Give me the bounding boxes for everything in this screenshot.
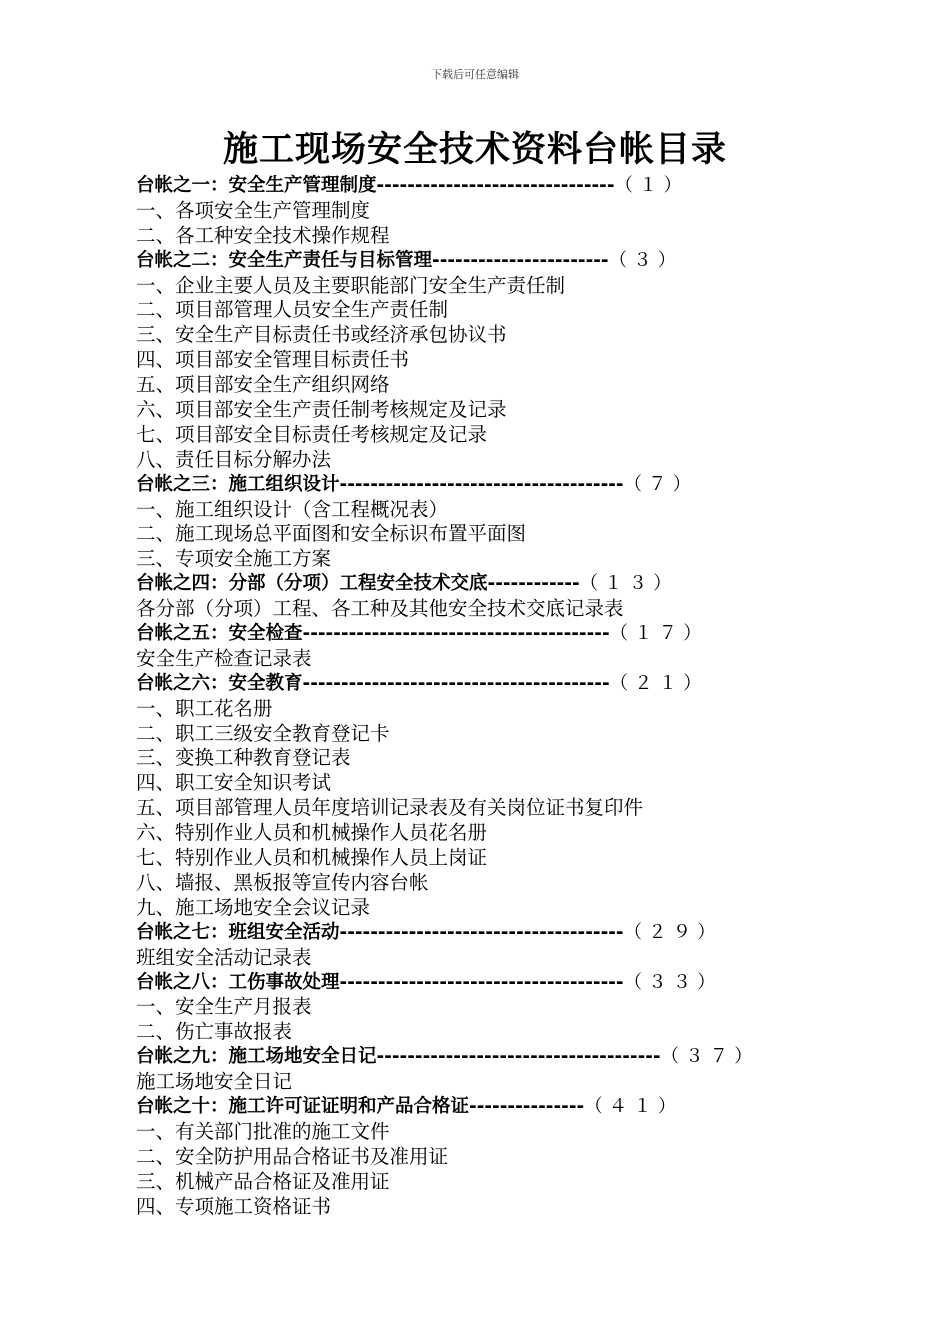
leader-dashes: ------------ xyxy=(487,573,580,595)
table-of-contents xyxy=(136,174,896,1219)
toc-item: 四、项目部安全管理目标责任书 xyxy=(136,348,410,372)
toc-item: 安全生产检查记录表 xyxy=(136,646,312,670)
toc-item: 施工场地安全日记 xyxy=(136,1070,293,1094)
toc-section-heading xyxy=(136,921,896,946)
toc-item: 四、专项施工资格证书 xyxy=(136,1194,332,1218)
toc-item: 各分部（分项）工程、各工种及其他安全技术交底记录表 xyxy=(136,597,624,621)
toc-item: 二、伤亡事故报表 xyxy=(136,1020,293,1044)
section-title: 台帐之十：施工许可证证明和产品合格证 xyxy=(136,1095,470,1117)
toc-section-heading xyxy=(136,1045,896,1070)
page-title: 施工现场安全技术资料台帐目录 xyxy=(222,130,727,170)
leader-dashes: ---------------------------------------- xyxy=(302,623,610,645)
toc-item: 三、专项安全施工方案 xyxy=(136,547,332,571)
section-title: 台帐之二：安全生产责任与目标管理 xyxy=(136,249,433,271)
leader-dashes: ------------------------------------- xyxy=(339,921,624,943)
toc-item: 六、特别作业人员和机械操作人员花名册 xyxy=(136,821,488,845)
toc-section-heading xyxy=(136,1095,896,1120)
toc-section-heading xyxy=(136,622,896,647)
toc-section-heading xyxy=(136,174,896,199)
toc-section-heading xyxy=(136,473,896,498)
section-title: 台帐之九：施工场地安全日记 xyxy=(136,1046,377,1068)
toc-item: 八、墙报、黑板报等宣传内容台帐 xyxy=(136,870,429,894)
toc-item: 二、各工种安全技术操作规程 xyxy=(136,223,390,247)
leader-dashes: ------------------------------------- xyxy=(339,971,624,993)
toc-item: 一、施工组织设计（含工程概况表） xyxy=(136,497,449,521)
toc-item: 二、安全防护用品合格证书及准用证 xyxy=(136,1144,449,1168)
section-title: 台帐之五：安全检查 xyxy=(136,623,303,645)
toc-item: 五、项目部管理人员年度培训记录表及有关岗位证书复印件 xyxy=(136,796,644,820)
leader-dashes: --------------- xyxy=(469,1095,585,1117)
toc-item: 七、项目部安全目标责任考核规定及记录 xyxy=(136,422,488,446)
section-title: 台帐之三：施工组织设计 xyxy=(136,473,340,495)
toc-item: 六、项目部安全生产责任制考核规定及记录 xyxy=(136,398,507,422)
page-number: （１） xyxy=(614,175,689,196)
page-number: （１７） xyxy=(609,623,708,645)
toc-section-heading xyxy=(136,971,896,996)
toc-item: 三、机械产品合格证及准用证 xyxy=(136,1169,390,1193)
toc-item: 一、企业主要人员及主要职能部门安全生产责任制 xyxy=(136,273,566,297)
toc-item: 班组安全活动记录表 xyxy=(136,945,312,969)
toc-item: 二、职工三级安全教育登记卡 xyxy=(136,721,390,745)
toc-item: 一、各项安全生产管理制度 xyxy=(136,198,371,222)
section-title: 台帐之八：工伤事故处理 xyxy=(136,971,340,993)
page-number: （３３） xyxy=(623,971,722,993)
page-number: （３） xyxy=(608,249,683,271)
toc-item: 九、施工场地安全会议记录 xyxy=(136,895,371,919)
page-number: （２１） xyxy=(609,672,708,694)
toc-item: 五、项目部安全生产组织网络 xyxy=(136,373,390,397)
toc-section-heading xyxy=(136,672,896,697)
leader-dashes: ------------------------------------- xyxy=(376,1046,661,1068)
toc-item: 二、项目部管理人员安全生产责任制 xyxy=(136,298,449,322)
leader-dashes: ----------------------- xyxy=(432,249,609,271)
toc-section-heading xyxy=(136,572,896,597)
leader-dashes: ------------------------------- xyxy=(376,175,615,196)
page-number: （１３） xyxy=(579,573,678,595)
page-number: （７） xyxy=(623,473,698,495)
toc-item: 四、职工安全知识考试 xyxy=(136,771,332,795)
toc-item: 一、安全生产月报表 xyxy=(136,995,312,1019)
toc-item: 三、安全生产目标责任书或经济承包协议书 xyxy=(136,323,507,347)
page-number: （３７） xyxy=(660,1046,759,1068)
page-number: （２９） xyxy=(623,921,722,943)
page-number: （４１） xyxy=(584,1095,683,1117)
section-title: 台帐之七：班组安全活动 xyxy=(136,921,340,943)
leader-dashes: ------------------------------------- xyxy=(339,473,624,495)
toc-item: 三、变换工种教育登记表 xyxy=(136,746,351,770)
toc-item: 二、施工现场总平面图和安全标识布置平面图 xyxy=(136,522,527,546)
toc-item: 七、特别作业人员和机械操作人员上岗证 xyxy=(136,846,488,870)
toc-item: 一、有关部门批准的施工文件 xyxy=(136,1119,390,1143)
header-note: 下载后可任意编辑 xyxy=(431,68,519,81)
section-title: 台帐之六：安全教育 xyxy=(136,672,303,694)
leader-dashes: ---------------------------------------- xyxy=(302,672,610,694)
section-title: 台帐之四：分部（分项）工程安全技术交底 xyxy=(136,573,488,595)
toc-item: 一、职工花名册 xyxy=(136,696,273,720)
section-title: 台帐之一：安全生产管理制度 xyxy=(136,175,377,196)
toc-item: 八、责任目标分解办法 xyxy=(136,447,332,471)
toc-section-heading xyxy=(136,249,896,274)
